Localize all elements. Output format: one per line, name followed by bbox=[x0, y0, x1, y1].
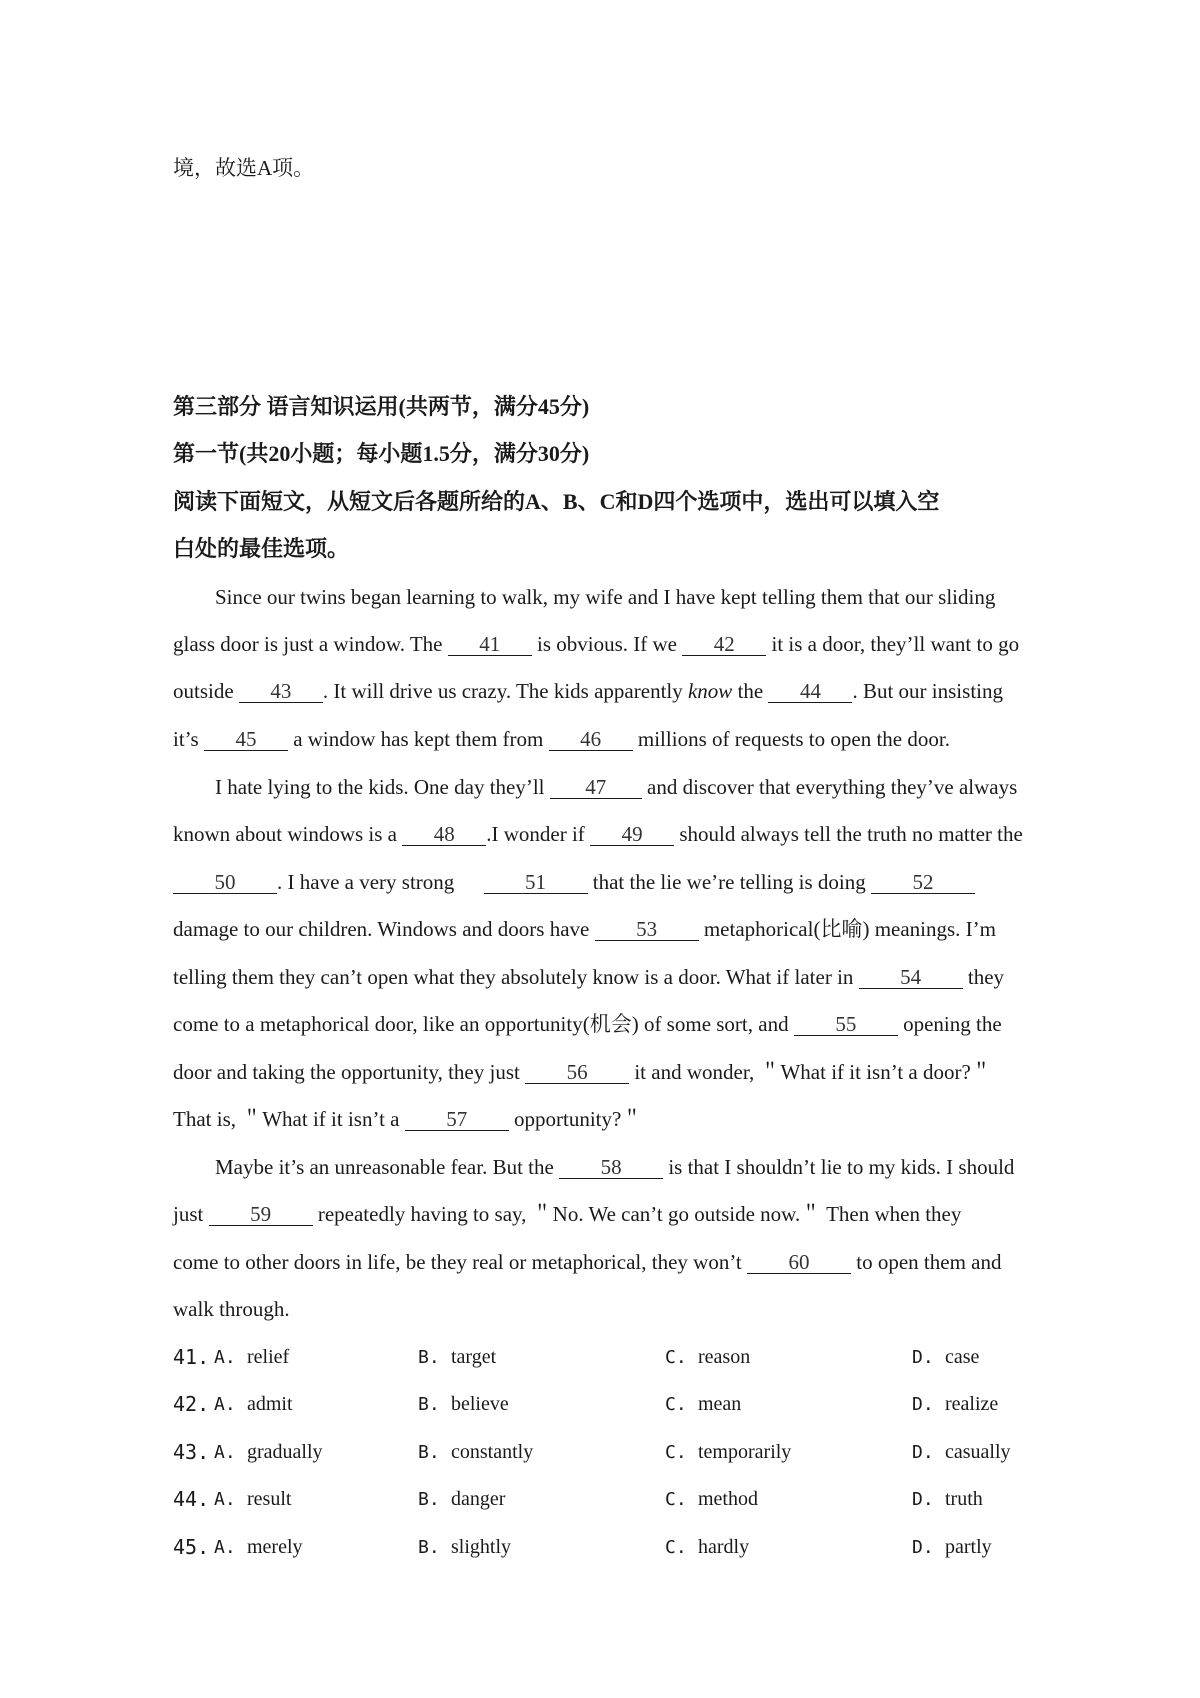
option-d[interactable]: D. casually bbox=[912, 1441, 1011, 1463]
option-b[interactable]: B. believe bbox=[418, 1393, 509, 1415]
passage-line: damage to our children. Windows and doors have 53 metaphorical(比喻) meanings. I’m bbox=[173, 917, 996, 941]
blank-50: 50 bbox=[173, 871, 277, 894]
blank-56: 56 bbox=[525, 1061, 629, 1084]
passage-line: come to other doors in life, be they real or metaphorical, they won’t 60 to open them and bbox=[173, 1250, 1002, 1274]
blank-44: 44 bbox=[768, 680, 852, 703]
option-d[interactable]: D. case bbox=[912, 1346, 980, 1368]
option-d[interactable]: D. realize bbox=[912, 1393, 999, 1415]
passage-line: Maybe it’s an unreasonable fear. But the 58 is that I shouldn’t lie to my kids. I should bbox=[215, 1155, 1015, 1179]
option-a[interactable]: A. admit bbox=[214, 1393, 293, 1415]
blank-52: 52 bbox=[871, 871, 975, 894]
passage-line: come to a metaphorical door, like an opportunity(机会) of some sort, and 55 opening the bbox=[173, 1012, 1002, 1036]
blank-58: 58 bbox=[559, 1156, 663, 1179]
blank-49: 49 bbox=[590, 823, 674, 846]
blank-55: 55 bbox=[794, 1013, 898, 1036]
option-a[interactable]: A. merely bbox=[214, 1536, 303, 1558]
blank-45: 45 bbox=[204, 728, 288, 751]
blank-59: 59 bbox=[209, 1203, 313, 1226]
instruction-line-1: 阅读下面短文，从短文后各题所给的A、B、C和D四个选项中，选出可以填入空 bbox=[173, 489, 940, 514]
blank-48: 48 bbox=[402, 823, 486, 846]
passage-line: telling them they can’t open what they absolutely know is a door. What if later in 54 they bbox=[173, 965, 1005, 989]
passage-line: 50 . I have a very strong 51 that the lie we’re telling is doing 52 bbox=[173, 867, 975, 897]
blank-42: 42 bbox=[682, 633, 766, 656]
option-b[interactable]: B. target bbox=[418, 1346, 497, 1368]
blank-47: 47 bbox=[550, 776, 642, 799]
question-number: 43. bbox=[173, 1440, 210, 1464]
option-d[interactable]: D. truth bbox=[912, 1488, 983, 1510]
blank-41: 41 bbox=[448, 633, 532, 656]
top-fragment: 境，故选A项。 bbox=[173, 156, 315, 180]
passage-line: it’s 45 a window has kept them from 46 millions of requests to open the door. bbox=[173, 727, 950, 751]
blank-60: 60 bbox=[747, 1251, 851, 1274]
blank-43: 43 bbox=[239, 680, 323, 703]
subsection-title: 第一节(共20小题；每小题1.5分，满分30分) bbox=[173, 441, 590, 466]
option-b[interactable]: B. slightly bbox=[418, 1536, 512, 1558]
option-c[interactable]: C. method bbox=[665, 1488, 758, 1510]
passage-line: glass door is just a window. The 41 is obvious. If we 42 it is a door, they’ll want to go bbox=[173, 632, 1020, 656]
passage-line: Since our twins began learning to walk, my wife and I have kept telling them that our sliding bbox=[215, 585, 996, 609]
section-title: 第三部分 语言知识运用(共两节，满分45分) bbox=[173, 394, 590, 419]
question-number: 45. bbox=[173, 1535, 210, 1559]
blank-53: 53 bbox=[595, 918, 699, 941]
option-c[interactable]: C. reason bbox=[665, 1346, 751, 1368]
passage-line: That is, ＂What if it isn’t a 57 opportunity?＂ bbox=[173, 1107, 643, 1131]
instruction-line-2: 白处的最佳选项。 bbox=[173, 536, 350, 561]
question-number: 41. bbox=[173, 1345, 210, 1369]
option-b[interactable]: B. danger bbox=[418, 1488, 506, 1510]
question-number: 44. bbox=[173, 1487, 210, 1511]
blank-46: 46 bbox=[549, 728, 633, 751]
blank-54: 54 bbox=[859, 966, 963, 989]
blank-51: 51 bbox=[484, 871, 588, 894]
option-a[interactable]: A. result bbox=[214, 1488, 292, 1510]
option-c[interactable]: C. hardly bbox=[665, 1536, 750, 1558]
passage-line: I hate lying to the kids. One day they’ll 47 and discover that everything they’ve always bbox=[215, 775, 1018, 799]
option-d[interactable]: D. partly bbox=[912, 1536, 992, 1558]
option-a[interactable]: A. gradually bbox=[214, 1441, 323, 1463]
option-c[interactable]: C. mean bbox=[665, 1393, 742, 1415]
blank-57: 57 bbox=[405, 1108, 509, 1131]
question-number: 42. bbox=[173, 1392, 210, 1416]
option-c[interactable]: C. temporarily bbox=[665, 1441, 792, 1463]
passage-line: just 59 repeatedly having to say, ＂No. We can’t go outside now.＂ Then when they bbox=[173, 1202, 962, 1226]
passage-line: walk through. bbox=[173, 1297, 290, 1321]
option-a[interactable]: A. relief bbox=[214, 1346, 290, 1368]
passage-line: known about windows is a 48 .I wonder if 49 should always tell the truth no matter the bbox=[173, 822, 1023, 846]
passage-line: outside 43 . It will drive us crazy. The kids apparently know the 44 . But our insisting bbox=[173, 679, 1003, 703]
option-b[interactable]: B. constantly bbox=[418, 1441, 534, 1463]
passage-line: door and taking the opportunity, they just 56 it and wonder, ＂What if it isn’t a door?＂ bbox=[173, 1060, 992, 1084]
